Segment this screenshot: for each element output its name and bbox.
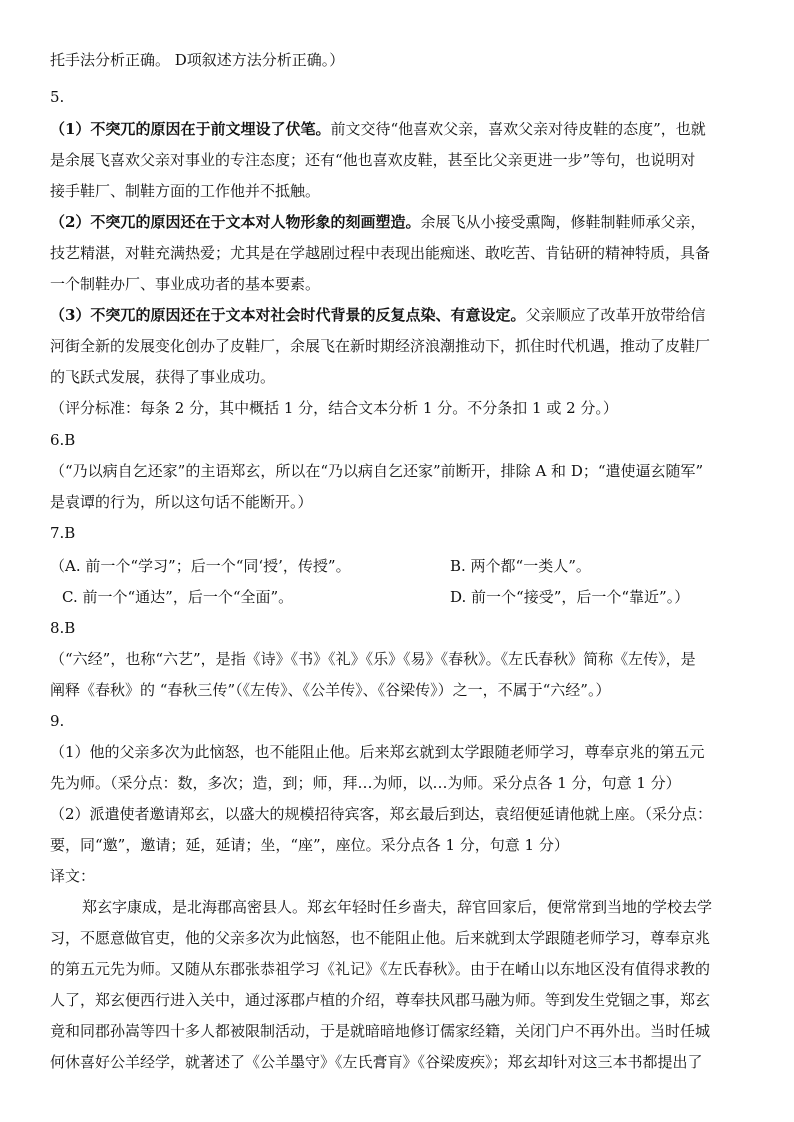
q9-answer1-line2: 先为师。（采分点：数，多次；造，到；师，拜…为师，以…为师。采分点各 1 分，句意 1 分） xyxy=(50,774,681,792)
translation-line6: 何休喜好公羊经学，就著述了《公羊墨守》《左氏膏肓》《谷梁废疾》；郑玄却针对这三本书都提出了 xyxy=(50,1053,703,1071)
q9-answer2-line1: （2）派遣使者邀请郑玄，以盛大的规模招待宾客，郑玄最后到达，袁绍便延请他就上座。（采分点： xyxy=(50,805,713,823)
q5-point3-heading: （3）不突兀的原因还在于文本对社会时代背景的反复点染、有意设定。 xyxy=(50,306,526,324)
q7-option-c: C. 前一个“通达”，后一个“全面”。 xyxy=(62,588,294,606)
q9-number: 9. xyxy=(50,712,65,730)
q5-point2-text: 余展飞从小接受熏陶，修鞋制鞋师承父亲， xyxy=(420,213,706,231)
q4-answer-tail: 托手法分析正确。 D项叙述方法分析正确。） xyxy=(50,51,345,69)
q9-answer2-line2: 要，同“邀”，邀请；延，延请；坐，“座”，座位。采分点各 1 分，句意 1 分） xyxy=(50,836,569,854)
translation-line5: 竟和同郡孙嵩等四十多人都被限制活动，于是就暗暗地修订儒家经籍，关闭门户不再外出。当时任城 xyxy=(50,1022,711,1040)
q6-answer: 6.B xyxy=(50,431,76,449)
translation-line3: 的第五元先为师。又随从东郡张恭祖学习《礼记》《左氏春秋》。由于在崤山以东地区没有值得求教的 xyxy=(50,960,711,978)
translation-heading: 译文： xyxy=(50,867,96,885)
document-page xyxy=(50,0,760,1122)
q5-point2-line3: 一个制鞋办厂、事业成功者的基本要素。 xyxy=(50,275,321,293)
q5-point1-text: 前文交待“他喜欢父亲，喜欢父亲对待皮鞋的态度”，也就 xyxy=(330,120,706,138)
translation-line4: 人了，郑玄便西行进入关中，通过涿郡卢植的介绍，尊奉扶风郡马融为师。等到发生党锢之事，郑玄 xyxy=(50,991,711,1009)
q8-answer: 8.B xyxy=(50,619,76,637)
q5-point3-text: 父亲顺应了改革开放带给信 xyxy=(525,306,706,324)
q6-explain-line1: （“乃以病自乞还家”的主语郑玄，所以在“乃以病自乞还家”前断开，排除 A 和 D；“遣使逼玄随军” xyxy=(50,462,704,480)
q5-point3-line2: 河街全新的发展变化创办了皮鞋厂，余展飞在新时期经济浪潮推动下，抓住时代机遇，推动了皮鞋厂 xyxy=(50,337,711,355)
q7-option-b: B. 两个都“一类人”。 xyxy=(450,557,591,575)
q6-explain-line2: 是袁谭的行为，所以这句话不能断开。） xyxy=(50,493,313,511)
q5-point2-line1 xyxy=(50,212,705,234)
translation-line2: 习，不愿意做官吏，他的父亲多次为此恼怒，也不能阻止他。后来就到太学跟随老师学习，尊奉京兆 xyxy=(50,929,711,947)
q7-option-d: D. 前一个“接受”，后一个“靠近”。） xyxy=(450,588,690,606)
q5-point1-heading: （1）不突兀的原因在于前文埋设了伏笔。 xyxy=(50,120,331,138)
q5-point1-line3: 接手鞋厂、制鞋方面的工作他并不抵触。 xyxy=(50,182,321,200)
q7-option-a: （A. 前一个“学习”；后一个“同‘授’，传授”。 xyxy=(50,557,351,575)
q5-point3-line1 xyxy=(50,305,705,327)
q5-point2-heading: （2）不突兀的原因还在于文本对人物形象的刻画塑造。 xyxy=(50,213,421,231)
q5-point1-line2: 是余展飞喜欢父亲对事业的专注态度；还有“他也喜欢皮鞋，甚至比父亲更进一步”等句，也说明对 xyxy=(50,151,696,169)
q5-point1-line1 xyxy=(50,119,706,141)
q7-answer: 7.B xyxy=(50,524,76,542)
translation-line1: 郑玄字康成，是北海郡高密县人。郑玄年轻时任乡啬夫，辞官回家后，便常常到当地的学校去学 xyxy=(82,898,713,916)
q8-explain-line1: （“六经”，也称“六艺”，是指《诗》《书》《礼》《乐》《易》《春秋》。《左氏春秋》简称《左传》，是 xyxy=(50,650,696,668)
q5-point2-line2: 技艺精湛，对鞋充满热爱；尤其是在学越剧过程中表现出能痴迷、敢吃苦、肯钻研的精神特质，具备 xyxy=(50,244,711,262)
q5-number: 5. xyxy=(50,88,65,106)
q9-answer1-line1: （1）他的父亲多次为此恼怒，也不能阻止他。后来郑玄就到太学跟随老师学习，尊奉京兆的第五元 xyxy=(50,743,705,761)
q8-explain-line2: 阐释《春秋》的 “春秋三传”（《左传》、《公羊传》、《谷梁传》）之一，不属于“六经”。） xyxy=(50,681,611,699)
q5-scoring: （评分标准：每条 2 分，其中概括 1 分，结合文本分析 1 分。不分条扣 1 或 2 分。） xyxy=(50,399,618,417)
q5-point3-line3: 的飞跃式发展，获得了事业成功。 xyxy=(50,368,276,386)
